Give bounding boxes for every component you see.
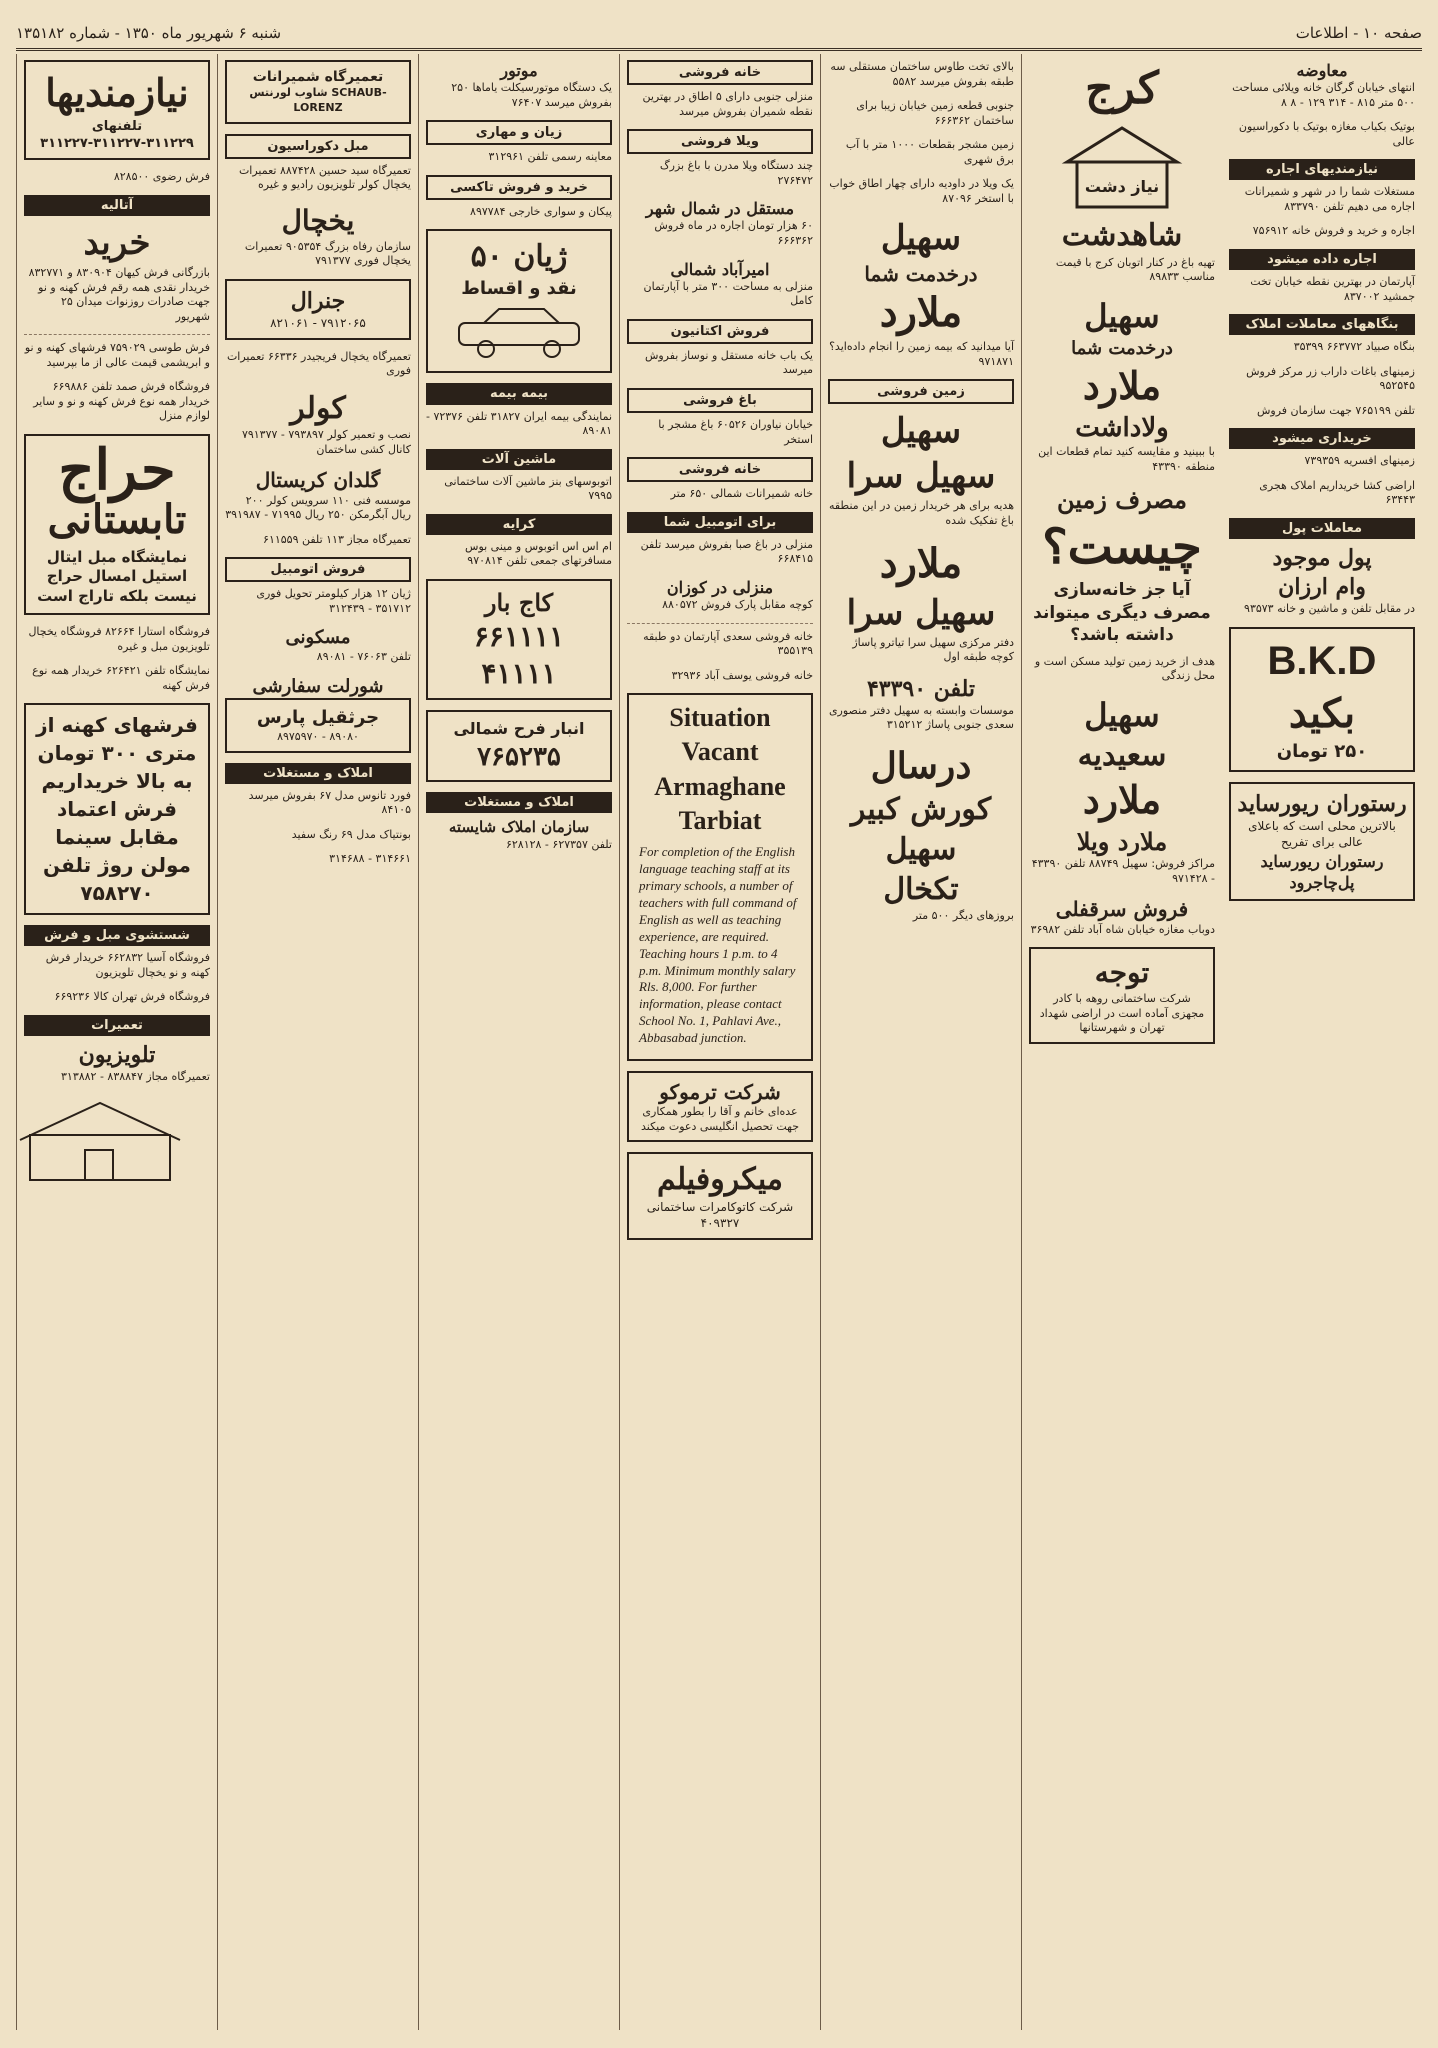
barayeh-heading: برای اتومبیل شما: [627, 512, 813, 533]
page-header: [16, 18, 1422, 51]
microfilm-box: میکروفیلم شرکت کاتوکامرات ساختمانی ۴۰۹۳۲۷: [627, 1152, 813, 1239]
car-icon: [444, 301, 594, 361]
situation-title: Situation Vacant: [669, 703, 771, 767]
col2-phone: ۳۱۴۶۶۱ - ۳۱۴۶۸۸: [329, 852, 411, 866]
saeedieh: سعیدیه: [1077, 737, 1167, 773]
kharidari-heading: خریداری میشود: [1229, 428, 1415, 449]
masraf-heading: مصرف زمین: [1056, 485, 1188, 515]
karaj-heading: کرج: [1085, 63, 1159, 114]
kajbar-phone: ۶۶۱۱۱۱ ۴۱۱۱۱: [473, 619, 565, 690]
column-2: تعمیرگاه شمیرانات شاوب لورنتس SCHAUB-LORENZ مبل دکوراسیون تعمیرگاه سید حسین ۸۸۷۴۲۸ تعمیرات یخچال کولر تلویزیون رادیو و غیره یخچال سازمان رفاه بزرگ ۹۰۵۳۵۴ تعمیرات یخچال فوری ۷۹۱۳۷۷ جنرال ۷۹۱۲۰۶۵ - ۸۲۱۰۶۱ تعمیرگاه یخچال فریجیدر ۶۶۳۳۶ تعمیرات فوری کولر نصب و تعمیر کولر ۷۹۳۸۹۷ - ۷۹۱۳۷۷ کانال کشی ساختمان گلدان کریستال موسسه فنی ۱۱۰ سرویس کولر ۲۰۰ ریال آبگرمکن ۲۵۰ ریال ۷۱۹۹۵ - ۳۹۱۹۸۷ تعمیرگاه مجاز ۱۱۳ تلفن ۶۱۱۵۵۹ فروش اتومبیل ژیان ۱۲ هزار کیلومتر تحویل فوری ۳۵۱۷۱۲ - ۳۱۲۴۳۹ مسکونی تلفن ۷۶۰۶۳ - ۸۹۰۸۱ شورلت سفارشی جرثقیل پارس ۸۹۰۸۰ - ۸۹۷۵۹۷۰ املاک و مستغلات فورد تانوس مدل ۶۷ بفروش میرسد ۸۴۱۰۵ بونتیاک مدل ۶۹ رنگ سفید ۳۱۴۶۶۱ - ۳۱۴۶۸۸: [217, 54, 418, 2030]
zamin-heading: زمین فروشی: [828, 379, 1014, 404]
ad-filler-3: فروشگاه استارا ۸۲۶۶۴ فروشگاه یخچال تلویزیون مبل و غیره: [28, 625, 210, 653]
haraj-heading: حراج: [58, 436, 176, 503]
tamirgah-title: تعمیرگاه شمیرانات: [252, 69, 384, 85]
resto-heading: رستوران ریورساید: [1237, 791, 1407, 818]
zhian-title: ژیان ۵۰: [470, 239, 568, 275]
velayat-c6: ولاداشت: [1075, 412, 1169, 443]
furush-auto-heading: فروش اتومبیل: [225, 557, 411, 582]
soheil-c6: سهیل: [1084, 296, 1160, 335]
bkd-box: [1229, 627, 1415, 772]
ad-filler-1: فرش طوسی ۷۵۹۰۲۹ فرشهای کهنه و نو و ابریشمی قیمت عالی از ما بپرسید: [24, 341, 210, 369]
schaub-label: شاوب لورنتس SCHAUB-LORENZ: [249, 86, 387, 114]
ad-filler-2: فروشگاه فرش صمد تلفن ۶۶۹۸۸۶ خریدار همه نوع فرش کهنه و نو و سایر لوازم منزل: [33, 380, 210, 423]
bagh-heading: باغ فروشی: [627, 388, 813, 413]
darkhedmat-c6: درخدمت شما: [1071, 337, 1173, 359]
bkd-title: B.K.D: [1267, 638, 1377, 683]
ad-filler-6: فروشگاه فرش تهران کالا ۶۶۹۲۳۶: [54, 990, 210, 1004]
khane2-heading: خانه فروشی: [627, 457, 813, 482]
niazasht-house-icon: [1057, 122, 1187, 212]
mobl-heading: مبل دکوراسیون: [225, 134, 411, 159]
keraye-heading: کرایه: [426, 514, 612, 535]
sarfoghli: فروش سرقفلی: [1055, 897, 1189, 922]
oktan-heading: فروش اکتانیون: [627, 319, 813, 344]
soheil-1: سهیل: [880, 218, 962, 259]
machine-heading: ماشین آلات: [426, 449, 612, 470]
maskooni-heading: مسکونی: [285, 627, 351, 649]
mallard-c6: ملارد: [1082, 362, 1162, 408]
termoco-heading: شرکت ترموکو: [659, 1080, 781, 1104]
niazmandiha-title: نیازمندیها: [45, 70, 189, 115]
soheilsara: سهیل سرا: [846, 456, 996, 497]
rug-box: [24, 703, 210, 915]
amirabad-heading: امیرآباد شمالی: [670, 259, 770, 279]
chist-heading: چیست؟: [1042, 518, 1202, 575]
resto-sub: رستوران ریورساید پل‌چاجرود: [1260, 851, 1384, 892]
pool-heading: پول موجود: [1272, 545, 1372, 572]
section-niaz-ejare: نیازمندیهای اجاره: [1229, 159, 1415, 180]
bkd-fa: بکید: [1288, 689, 1356, 737]
tamirgah-box: [225, 60, 411, 124]
khane-heading: خانه فروشی: [627, 60, 813, 85]
ad-filler-5: فروشگاه آسیا ۶۶۲۸۳۲ خریدار فرش کهنه و نو یخچال تلویزیون: [45, 951, 210, 979]
column-5: بالای تخت طاوس ساختمان مستقلی سه طبقه بفروش میرسد ۵۵۸۲ جنوبی قطعه زمین خیابان زیبا برای ساختمان ۶۶۶۳۶۲ زمین مشجر بقطعات ۱۰۰۰ متر با آب برق شهری یک ویلا در داودیه دارای چهار اطاق خواب با استخر ۸۷۰۹۶ سهیل درخدمت شما ملارد آیا میدانید که بیمه زمین را انجام داده‌اید؟ ۹۷۱۸۷۱ زمین فروشی سهیل سهیل سرا هدیه برای هر خریدار زمین در این منطقه باغ تفکیک شده ملارد سهیل سرا دفتر مرکزی سهیل سرا تیاترو پاساژ کوچه طبقه اول تلفن ۴۳۳۹۰ موسسات وابسته به سهیل دفتر منصوری سعدی جنوبی پاساژ ۳۱۵۲۱۲ درسال کورش کبیر سهیل تکخال بروزهای دیگر ۵۰۰ متر: [820, 54, 1021, 2030]
situation-sub: Armaghane Tarbiat: [654, 771, 786, 835]
mostaghel-heading: مستقل در شمال شهر: [645, 199, 795, 219]
motor-heading: موتور: [500, 61, 538, 80]
general-box: جنرال ۷۹۱۲۰۶۵ - ۸۲۱۰۶۱: [225, 279, 411, 340]
ejaredade-heading: اجاره داده میشود: [1229, 249, 1415, 270]
column-6: کرج نیاز دشت شاهدشت تهیه باغ در کنار اتوبان کرج با قیمت مناسب ۸۹۸۳۳ سهیل درخدمت شما ملارد ولاداشت با ببینید و مقایسه کنید تمام قطعات این منطقه ۴۳۳۹۰ مصرف زمین چیست؟ آیا جز خانه‌سازی مصرف دیگری میتواند داشته باشد؟ هدف از خرید زمین تولید مسکن است و محل زندگی سهیل سعیدیه ملارد ملارد ویلا مراکز فروش: سهیل ۸۸۷۴۹ تلفن ۴۳۳۹۰ - ۹۷۱۴۲۸ فروش سرقفلی دوباب مغازه خیابان شاه آباد تلفن ۳۶۹۸۲ توجه شرکت ساختمانی روهه با کادر مجهزی آماده است در اراضی شهداد تهران و شهرستانها: [1021, 54, 1222, 2030]
column-4: خانه فروشی منزلی جنوبی دارای ۵ اطاق در بهترین نقطه شمیران بفروش میرسد ویلا فروشی چند دستگاه ویلا مدرن با باغ بزرگ ۲۷۶۴۷۲ مستقل در شمال شهر ۶۰ هزار تومان اجاره در ماه فروش ۶۶۶۳۶۲ امیرآباد شمالی منزلی به مساحت ۳۰۰ متر با آپارتمان کامل فروش اکتانیون یک باب خانه مستقل و نوساز بفروش میرسد باغ فروشی خیابان نیاوران ۶۰۵۲۶ باغ مشجر با استخر خانه فروشی خانه شمیرانات شمالی ۶۵۰ متر برای اتومبیل شما منزلی در باغ صبا بفروش میرسد تلفن ۶۶۸۴۱۵ منزلی در کوزان کوچه مقابل پارک فروش ۸۸۰۵۷۲ خانه فروشی سعدی آپارتمان دو طبقه ۳۵۵۱۳۹ خانه فروشی یوسف آباد ۳۲۹۳۶ Situation Vacant Armaghane Tarbiat For completion of the English language teaching staff at its primary schools, a number of teachers with full command of English as well as teaching experience, are required. Teaching hours 1 p.m. to 4 p.m. Minimum monthly salary Rls. 8,000. For further information, please contact School No. 1, Pahlavi Ave., Abbasabad junction. شرکت ترموکو عده‌ای خانم و آقا را بطور همکاری جهت تحصیل انگلیسی دعوت میکند میکروفیلم شرکت کاتوکامرات ساختمانی ۴۰۹۳۲۷: [619, 54, 820, 2030]
takhtal: تکخال: [883, 871, 959, 907]
column-3: موتور یک دستگاه موتورسیکلت یاماها ۲۵۰ بفروش میرسد ۷۶۴۰۷ زیان و مهاری معاینه رسمی تلفن ۳۱۲۹۶۱ خرید و فروش تاکسی پیکان و سواری خارجی ۸۹۷۷۸۴ ژیان ۵۰ نقد و اقساط بیمه بیمه نمایندگی بیمه ایران ۳۱۸۲۷ تلفن ۷۲۳۷۶ - ۸۹۰۸۱ ماشین آلات اتوبوسهای بنز ماشین آلات ساختمانی ۷۹۹۵ کرایه ام اس اس اتوبوس و مینی بوس مسافرتهای جمعی تلفن ۹۷۰۸۱۴ کاج بار ۶۶۱۱۱۱ ۴۱۱۱۱ انبار فرح شمالی ۷۶۵۲۳۵ املاک و مستغلات سازمان املاک شایسته تلفن ۶۲۷۳۵۷ - ۶۲۸۱۲۸: [418, 54, 619, 2030]
kharid-heading: خرید: [83, 223, 151, 264]
niazasht-text: نیاز دشت: [1084, 177, 1160, 197]
soheil-c6-2: سهیل: [1084, 695, 1160, 734]
anbar-heading: انبار فرح شمالی: [453, 719, 585, 739]
situation-vacant-box: [627, 693, 813, 1061]
section-shostoshoo: شستشوی مبل و فرش: [24, 925, 210, 946]
tv-heading: تلویزیون: [78, 1041, 156, 1068]
darsal: درسال: [870, 744, 972, 787]
tabestani-heading: تابستانی: [47, 495, 187, 543]
ad-filler-4: نمایشگاه تلفن ۶۲۶۴۲۱ خریدار همه نوع فرش کهنه: [32, 664, 210, 692]
mallard-1: ملارد: [879, 289, 963, 337]
situation-text: For completion of the English language teaching staff at its primary schools, a number of teachers with full command of English as well as teaching experience, are required. Teaching hours 1 p.m. to 4 p.m. Minimum monthly salary Rls. 8,000. For further information, please contact School No. 1, Pahlavi Ave., Abbasabad junction.: [639, 844, 797, 1046]
chist-text: آیا جز خانه‌سازی مصرف دیگری میتواند داشته باشد؟: [1033, 580, 1211, 646]
yakhchal-heading: یخچال: [281, 203, 355, 237]
shahdasht-heading: شاهدشت: [1061, 218, 1183, 254]
column-7: معاوضه انتهای خیابان گرگان خانه ویلائی مساحت ۵۰۰ متر ۸۱۵ - ۳۱۴ ۱۲۹ - ۸ ۸ بوتیک بکیاب مغازه بوتیک با دکوراسیون عالی نیازمندیهای اجاره مستغلات شما را در شهر و شمیرانات اجاره می دهیم تلفن ۸۳۳۷۹۰ اجاره و خرید و فروش خانه ۷۵۶۹۱۲ اجاره داده میشود آپارتمان در بهترین نقطه خیابان تخت جمشید ۸۳۷۰۰۲ بنگاههای معاملات املاک بنگاه صبیاد ۶۶۳۷۷۲ ۳۵۳۹۹ زمینهای باغات داراب زر مرکز فروش ۹۵۲۵۴۵ تلفن ۷۶۵۱۹۹ جهت سازمان فروش خریداری میشود زمینهای افسریه ۷۳۹۳۵۹ اراضی کشا خریداریم املاک هجری ۶۳۴۴۳ معاملات پول پول موجود وام ارزان در مقابل تلفن و ماشین و خانه ۹۳۵۷۳ B.K.D بکید ۲۵۰ تومان رستوران ریورساید بالاترین محلی است که باعلای عالی برای تفریح رستوران ریورساید پل‌چاجرود: [1222, 54, 1422, 2030]
microfilm-heading: میکروفیلم: [656, 1162, 784, 1198]
tavajjoh-heading: توجه: [1094, 956, 1150, 990]
kharid-text: بازرگانی فرش کیهان ۸۳۰۹۰۴ و ۸۳۲۷۷۱ خریدار نقدی همه رقم فرش کهنه و نو جهت صادرات روزنوات میدان ۲۵ شهریور: [28, 266, 210, 323]
issue-label: شنبه ۶ شهریور ماه ۱۳۵۰ - شماره ۱۳۵۱۸۲: [16, 24, 282, 42]
amlak-heading-3: املاک و مستغلات: [426, 792, 612, 813]
soheilsara-2: سهیل سرا: [846, 592, 996, 633]
column-1: [16, 54, 217, 2030]
sazman-heading: سازمان املاک شایسته: [448, 818, 590, 837]
villa-heading: ویلا فروشی: [627, 129, 813, 154]
section-atalieh: آتالیه: [24, 195, 210, 216]
anbar-box: [426, 710, 612, 781]
moamelat-heading: معاملات پول: [1229, 518, 1415, 539]
jaratghil-box: جرثقیل پارس ۸۹۰۸۰ - ۸۹۷۵۹۷۰: [225, 698, 411, 752]
anbar-phone: ۷۶۵۲۳۵: [477, 741, 561, 772]
phone-1: تلفن ۴۳۳۹۰: [866, 675, 976, 702]
kooler-heading: کولر: [290, 390, 346, 426]
kooroshkabir: کورش کبیر: [850, 792, 992, 828]
taxi-heading: خرید و فروش تاکسی: [426, 175, 612, 200]
mallardvila: ملارد ویلا: [1076, 826, 1168, 856]
kajbar-heading: کاج بار: [484, 587, 554, 617]
section-tamirat: تعمیرات: [24, 1015, 210, 1036]
bimeh-heading: بیمه بیمه: [426, 383, 612, 404]
zhian-sub: نقد و اقساط: [461, 278, 577, 300]
furn-ad: فرش رضوی ۸۲۸۵۰۰: [113, 170, 210, 184]
haraj-box: [24, 434, 210, 615]
rug-box-text: فرشهای کهنه از متری ۳۰۰ تومان به بالا خریداریم فرش اعتماد مقابل سینما مولن روژ تلفن ۷۵۸۲۷۰: [36, 713, 198, 906]
page-label: صفحه ۱۰ - اطلاعات: [1295, 24, 1422, 42]
tv-text: تعمیرگاه مجاز ۸۳۸۸۴۷ - ۳۱۳۸۸۲: [61, 1070, 210, 1083]
soheil-2: سهیل: [880, 411, 962, 452]
darkhedmat-1: درخدمت شما: [864, 262, 978, 286]
general-label: جنرال: [290, 287, 346, 314]
niazmandiha-box: [24, 60, 210, 160]
house-icon: [16, 1095, 210, 1185]
tavajjoh-box: [1029, 947, 1215, 1044]
mallard-2: ملارد: [879, 540, 963, 588]
gilan-heading: گلدان کریستال: [255, 468, 381, 493]
tavajjoh-text: شرکت ساختمانی روهه با کادر مجهزی آماده است در اراضی شهداد تهران و شهرستانها: [1039, 992, 1205, 1035]
zhian-box: [426, 229, 612, 373]
bkd-price: ۲۵۰ تومان: [1276, 741, 1368, 763]
manzeli-heading: منزلی در کوزان: [666, 577, 774, 597]
resto-box: رستوران ریورساید بالاترین محلی است که باعلای عالی برای تفریح رستوران ریورساید پل‌چاجرود: [1229, 782, 1415, 901]
niazmandiha-phones: تلفنهای ۳۱۱۲۲۹-۳۱۱۲۲۷-۳۱۱۲۲۷: [40, 119, 194, 152]
zayan-heading: زیان و مهاری: [426, 120, 612, 145]
kajbar-box: [426, 579, 612, 701]
jaratghil-heading: جرثقیل پارس: [256, 707, 380, 729]
soheil-3: سهیل: [885, 832, 957, 868]
motamam-heading: بنگاههای معاملات املاک: [1229, 314, 1415, 335]
mallard-c6-2: ملارد: [1082, 777, 1162, 823]
moaveze-heading: معاوضه: [1296, 61, 1348, 80]
haraj-text: نمایشگاه مبل ایتال استیل امسال حراج نیست بلکه تاراج است: [37, 547, 197, 606]
shevrolet-heading: شورلت سفارشی: [252, 675, 384, 697]
columns: [16, 54, 1422, 2030]
termoco-box: شرکت ترموکو عده‌ای خانم و آقا را بطور همکاری جهت تحصیل انگلیسی دعوت میکند: [627, 1071, 813, 1142]
amlak-heading: املاک و مستغلات: [225, 763, 411, 784]
vam-heading: وام ارزان: [1278, 574, 1366, 601]
